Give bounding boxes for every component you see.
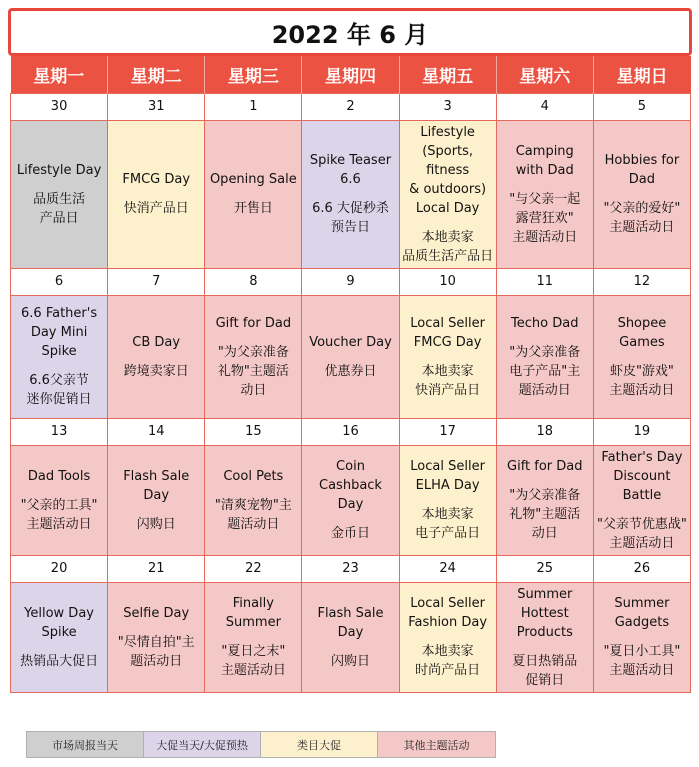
event-cell[interactable]: [108, 445, 205, 555]
date-cell: 12: [593, 268, 690, 295]
event-cell[interactable]: [496, 295, 593, 418]
event-cell[interactable]: [399, 295, 496, 418]
event-row: [11, 582, 691, 692]
event-cell[interactable]: [205, 445, 302, 555]
event-cell[interactable]: [302, 295, 399, 418]
date-cell: 25: [496, 555, 593, 582]
date-cell: 5: [593, 93, 690, 120]
event-cell[interactable]: [593, 120, 690, 268]
date-cell: 7: [108, 268, 205, 295]
event-name-cn: "父亲的爱好" 主题活动日: [603, 201, 681, 235]
event-name-cn: "为父亲准备 礼物"主题活 动日: [509, 488, 581, 541]
event-name-en: Hobbies for Dad: [604, 153, 680, 187]
event-name-cn: 开售日: [233, 201, 273, 216]
event-cell[interactable]: [399, 582, 496, 692]
event-name-en: Spike Teaser 6.6: [309, 153, 392, 187]
calendar-table: [10, 56, 691, 693]
weekday-header: 星期四: [302, 56, 399, 93]
event-name-cn: 6.6父亲节 迷你促销日: [26, 373, 92, 407]
date-cell: 16: [302, 418, 399, 445]
event-cell[interactable]: [399, 445, 496, 555]
date-cell: 4: [496, 93, 593, 120]
date-cell: 13: [11, 418, 108, 445]
event-cell[interactable]: [496, 582, 593, 692]
date-cell: 9: [302, 268, 399, 295]
date-cell: 6: [11, 268, 108, 295]
date-cell: 26: [593, 555, 690, 582]
date-cell: 2: [302, 93, 399, 120]
date-row: [11, 93, 691, 120]
event-name-cn: 热销品大促日: [20, 653, 99, 669]
event-name-en: Flash Sale Day: [317, 605, 384, 640]
event-name-en: Gift for Dad: [507, 459, 583, 474]
event-name-cn: "为父亲准备 礼物"主题活 动日: [217, 344, 289, 398]
weekday-header: 星期一: [11, 56, 108, 93]
date-cell: 8: [205, 268, 302, 295]
event-name-en: Local Seller FMCG Day: [410, 315, 485, 350]
event-name-cn: "为父亲准备 电子产品"主 题活动日: [509, 344, 581, 398]
date-cell: 11: [496, 268, 593, 295]
date-cell: 22: [205, 555, 302, 582]
event-name-cn: 快消产品日: [123, 201, 189, 216]
date-row: [11, 268, 691, 295]
event-name-en: Finally Summer: [225, 596, 281, 630]
date-cell: 23: [302, 555, 399, 582]
event-name-en: Local Seller Fashion Day: [408, 596, 488, 630]
legend-item: 类目大促: [261, 732, 378, 757]
date-cell: 1: [205, 93, 302, 120]
event-cell[interactable]: [593, 295, 690, 418]
event-cell[interactable]: [593, 445, 690, 555]
event-cell[interactable]: [496, 445, 593, 555]
event-name-en: Flash Sale Day: [123, 468, 190, 503]
event-cell[interactable]: [11, 120, 108, 268]
event-cell[interactable]: [205, 120, 302, 268]
event-cell[interactable]: [205, 582, 302, 692]
event-name-en: Lifestyle (Sports, fitness & outdoors) Local Day: [409, 124, 487, 216]
event-name-en: 6.6 Father's Day Mini Spike: [21, 306, 98, 359]
event-cell[interactable]: [302, 120, 399, 268]
event-name-en: Camping with Dad: [515, 143, 574, 178]
event-cell[interactable]: [11, 582, 108, 692]
event-cell[interactable]: [496, 120, 593, 268]
event-name-en: Selfie Day: [123, 605, 190, 621]
date-cell: 20: [11, 555, 108, 582]
event-name-cn: 金币日: [330, 526, 370, 541]
weekday-header: 星期二: [108, 56, 205, 93]
event-name-en: Yellow Day Spike: [24, 605, 94, 640]
date-cell: 17: [399, 418, 496, 445]
event-name-en: Gift for Dad: [215, 315, 292, 331]
date-cell: 14: [108, 418, 205, 445]
event-row: [11, 120, 691, 268]
event-name-cn: 闪购日: [330, 653, 370, 669]
event-cell[interactable]: [108, 295, 205, 418]
weekday-header: 星期三: [205, 56, 302, 93]
event-name-cn: 本地卖家 品质生活产品日: [402, 229, 494, 264]
event-name-en: Opening Sale: [209, 172, 297, 187]
legend-item: 市场周报当天: [27, 732, 144, 757]
weekday-header: 星期日: [593, 56, 690, 93]
event-name-en: Summer Gadgets: [614, 596, 670, 630]
date-cell: 30: [11, 93, 108, 120]
event-name-cn: 品质生活 产品日: [33, 191, 86, 226]
event-name-en: Coin Cashback Day: [319, 459, 382, 512]
event-name-cn: "清爽宠物"主 题活动日: [214, 497, 292, 532]
event-name-en: Summer Hottest Products: [516, 586, 573, 640]
calendar-title: 2022 年 6 月: [8, 8, 692, 56]
event-row: [11, 445, 691, 555]
color-legend: [26, 731, 496, 758]
weekday-header-row: [11, 56, 691, 93]
weekday-header: 星期六: [496, 56, 593, 93]
event-name-en: Dad Tools: [27, 468, 91, 484]
legend-item: 其他主题活动: [378, 732, 495, 757]
event-name-en: Voucher Day: [309, 334, 392, 350]
event-name-cn: 本地卖家 时尚产品日: [415, 644, 481, 678]
weekday-header: 星期五: [399, 56, 496, 93]
event-name-cn: "尽情自拍"主 题活动日: [117, 634, 195, 669]
event-name-cn: "与父亲一起 露营狂欢" 主题活动日: [509, 191, 581, 245]
event-name-cn: "夏日小工具" 主题活动日: [603, 644, 681, 678]
event-cell[interactable]: [302, 582, 399, 692]
event-name-cn: 本地卖家 电子产品日: [415, 507, 481, 541]
event-cell[interactable]: [302, 445, 399, 555]
date-cell: 31: [108, 93, 205, 120]
event-name-en: Cool Pets: [223, 468, 284, 484]
event-name-en: Father's Day Discount Battle: [601, 449, 683, 503]
event-name-cn: 夏日热销品 促销日: [512, 653, 578, 688]
event-cell[interactable]: [11, 295, 108, 418]
event-name-cn: 虾皮"游戏" 主题活动日: [609, 363, 675, 398]
legend-item: 大促当天/大促预热: [144, 732, 261, 757]
event-name-en: Lifestyle Day: [16, 162, 102, 178]
event-cell[interactable]: [205, 295, 302, 418]
event-cell[interactable]: [593, 582, 690, 692]
event-row: [11, 295, 691, 418]
date-cell: 3: [399, 93, 496, 120]
event-name-cn: 闪购日: [136, 516, 176, 532]
event-cell[interactable]: [11, 445, 108, 555]
event-name-cn: "夏日之末" 主题活动日: [220, 644, 286, 678]
event-name-en: Techo Dad: [511, 315, 579, 331]
event-name-cn: "父亲节优惠战" 主题活动日: [596, 516, 687, 551]
event-cell[interactable]: [108, 120, 205, 268]
event-name-en: Local Seller ELHA Day: [410, 459, 485, 493]
event-name-cn: 本地卖家 快消产品日: [415, 363, 481, 398]
date-cell: 18: [496, 418, 593, 445]
event-cell[interactable]: [399, 120, 496, 268]
date-row: [11, 555, 691, 582]
event-name-en: CB Day: [132, 334, 181, 350]
date-cell: 24: [399, 555, 496, 582]
date-cell: 15: [205, 418, 302, 445]
event-name-cn: "父亲的工具" 主题活动日: [20, 497, 98, 532]
date-row: [11, 418, 691, 445]
event-cell[interactable]: [108, 582, 205, 692]
date-cell: 21: [108, 555, 205, 582]
date-cell: 10: [399, 268, 496, 295]
event-name-en: FMCG Day: [122, 172, 191, 187]
date-cell: 19: [593, 418, 690, 445]
event-name-cn: 跨境卖家日: [123, 363, 189, 379]
event-name-en: Shopee Games: [617, 315, 667, 350]
event-name-cn: 6.6 大促秒杀 预告日: [312, 201, 389, 235]
event-name-cn: 优惠券日: [324, 363, 377, 379]
